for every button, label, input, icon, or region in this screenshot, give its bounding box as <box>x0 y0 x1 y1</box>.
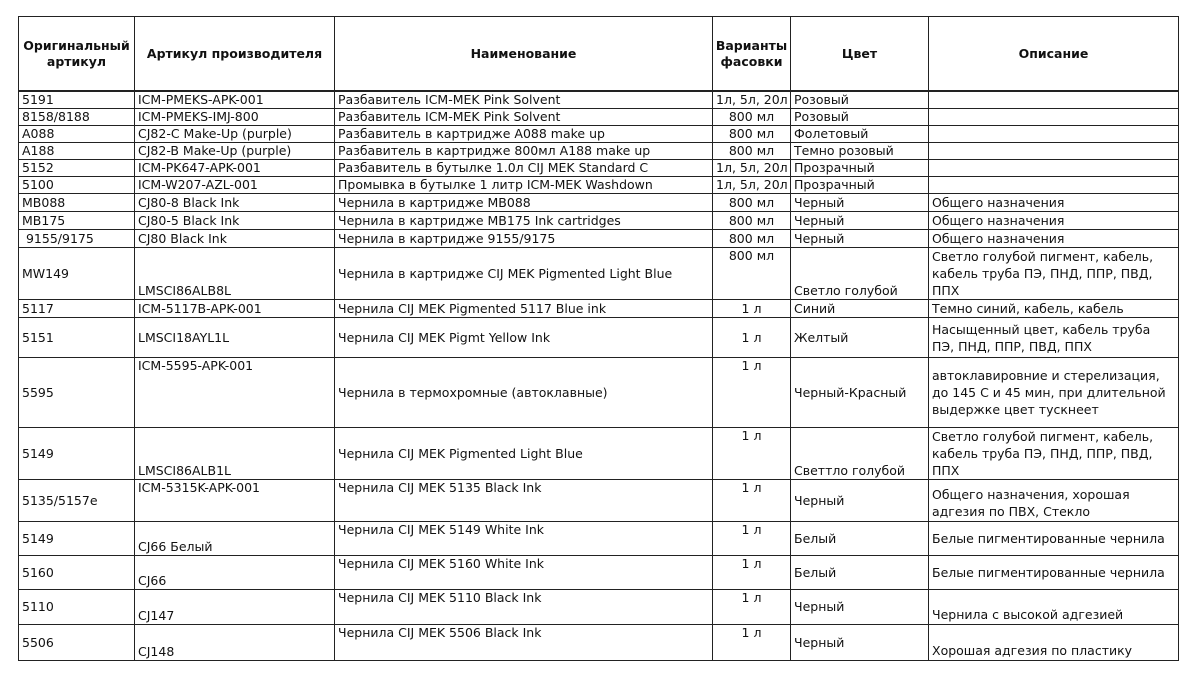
cell-original-article: 5506 <box>19 625 135 661</box>
cell-manufacturer-article: CJ80-5 Black Ink <box>135 212 335 230</box>
cell-packaging: 800 мл <box>713 109 791 126</box>
table-row <box>19 590 1179 625</box>
cell-manufacturer-article: CJ147 <box>135 590 335 625</box>
cell-original-article: A088 <box>19 126 135 143</box>
cell-description: Хорошая адгезия по пластику <box>929 625 1179 661</box>
cell-name: Чернила CIJ MEK 5110 Black Ink <box>335 590 713 625</box>
cell-name: Промывка в бутылке 1 литр ICM-MEK Washdown <box>335 177 713 194</box>
cell-packaging: 800 мл <box>713 230 791 248</box>
table-header <box>19 17 1179 92</box>
cell-packaging: 1 л <box>713 590 791 625</box>
cell-original-article: A188 <box>19 143 135 160</box>
table-row <box>19 318 1179 358</box>
cell-color: Прозрачный <box>791 177 929 194</box>
table-row <box>19 428 1179 480</box>
cell-packaging: 1л, 5л, 20л <box>713 160 791 177</box>
cell-color: Розовый <box>791 91 929 109</box>
cell-description: Насыщенный цвет, кабель труба ПЭ, ПНД, ППР, ПВД, ППХ <box>929 318 1179 358</box>
table-row <box>19 194 1179 212</box>
cell-name: Чернила CIJ MEK 5149 White Ink <box>335 522 713 556</box>
table-row <box>19 160 1179 177</box>
cell-packaging: 800 мл <box>713 212 791 230</box>
cell-name: Чернила CIJ MEK 5160 White Ink <box>335 556 713 590</box>
cell-packaging: 1 л <box>713 428 791 480</box>
cell-color: Синий <box>791 300 929 318</box>
cell-color: Черный <box>791 625 929 661</box>
header-row <box>19 17 1179 92</box>
cell-original-article: 8158/8188 <box>19 109 135 126</box>
cell-manufacturer-article: LMSCI86ALB1L <box>135 428 335 480</box>
cell-color: Черный <box>791 230 929 248</box>
cell-description: Общего назначения <box>929 230 1179 248</box>
cell-original-article: 5117 <box>19 300 135 318</box>
cell-color: Фолетовый <box>791 126 929 143</box>
cell-name: Чернила в картридже 9155/9175 <box>335 230 713 248</box>
table-row <box>19 212 1179 230</box>
cell-packaging: 1 л <box>713 300 791 318</box>
cell-name: Разбавитель в картридже A088 make up <box>335 126 713 143</box>
cell-color: Прозрачный <box>791 160 929 177</box>
cell-color: Черный <box>791 480 929 522</box>
cell-manufacturer-article: LMSCI86ALB8L <box>135 248 335 300</box>
cell-name: Разбавитель в картридже 800мл A188 make up <box>335 143 713 160</box>
cell-manufacturer-article: CJ82-B Make-Up (purple) <box>135 143 335 160</box>
cell-name: Чернила в картридже CIJ MEK Pigmented Light Blue <box>335 248 713 300</box>
table-row <box>19 556 1179 590</box>
cell-manufacturer-article: ICM-5117B-APK-001 <box>135 300 335 318</box>
cell-manufacturer-article: CJ80-8 Black Ink <box>135 194 335 212</box>
table-row <box>19 143 1179 160</box>
cell-manufacturer-article: CJ80 Black Ink <box>135 230 335 248</box>
cell-packaging: 800 мл <box>713 194 791 212</box>
cell-name: Разбавитель ICM-MEK Pink Solvent <box>335 91 713 109</box>
cell-packaging: 1 л <box>713 358 791 428</box>
cell-color: Светло голубой <box>791 248 929 300</box>
product-table <box>18 16 1179 661</box>
cell-manufacturer-article: ICM-PK647-APK-001 <box>135 160 335 177</box>
cell-packaging: 1л, 5л, 20л <box>713 177 791 194</box>
cell-name: Чернила CIJ MEK 5506 Black Ink <box>335 625 713 661</box>
cell-original-article: MW149 <box>19 248 135 300</box>
cell-name: Разбавитель ICM-MEK Pink Solvent <box>335 109 713 126</box>
cell-original-article: 5149 <box>19 522 135 556</box>
cell-packaging: 800 мл <box>713 143 791 160</box>
cell-packaging: 1 л <box>713 480 791 522</box>
cell-original-article: 5595 <box>19 358 135 428</box>
cell-original-article: 5135/5157e <box>19 480 135 522</box>
cell-color: Белый <box>791 556 929 590</box>
cell-color: Черный <box>791 590 929 625</box>
table-row <box>19 109 1179 126</box>
cell-name: Чернила CIJ MEK Pigmented Light Blue <box>335 428 713 480</box>
cell-description <box>929 91 1179 109</box>
cell-original-article: MB088 <box>19 194 135 212</box>
cell-manufacturer-article: LMSCI18AYL1L <box>135 318 335 358</box>
cell-name: Чернила в картридже MB175 Ink cartridges <box>335 212 713 230</box>
header-packaging: Варианты фасовки <box>713 17 791 92</box>
cell-original-article: 5160 <box>19 556 135 590</box>
cell-manufacturer-article: ICM-W207-AZL-001 <box>135 177 335 194</box>
cell-name: Чернила CIJ MEK Pigmt Yellow Ink <box>335 318 713 358</box>
cell-manufacturer-article: CJ148 <box>135 625 335 661</box>
table-row <box>19 248 1179 300</box>
cell-original-article: 5100 <box>19 177 135 194</box>
cell-manufacturer-article: CJ66 <box>135 556 335 590</box>
cell-packaging: 1 л <box>713 625 791 661</box>
cell-name: Чернила в картридже MB088 <box>335 194 713 212</box>
cell-description: Чернила с высокой адгезией <box>929 590 1179 625</box>
table-row <box>19 126 1179 143</box>
cell-packaging: 1 л <box>713 556 791 590</box>
cell-original-article: 5151 <box>19 318 135 358</box>
cell-name: Чернила CIJ MEK Pigmented 5117 Blue ink <box>335 300 713 318</box>
cell-color: Черный-Красный <box>791 358 929 428</box>
table-row <box>19 480 1179 522</box>
cell-original-article: 5110 <box>19 590 135 625</box>
cell-description <box>929 143 1179 160</box>
header-name: Наименование <box>335 17 713 92</box>
table-row <box>19 522 1179 556</box>
cell-manufacturer-article: CJ82-C Make-Up (purple) <box>135 126 335 143</box>
cell-packaging: 800 мл <box>713 248 791 300</box>
cell-color: Светтло голубой <box>791 428 929 480</box>
cell-manufacturer-article: ICM-5315K-APK-001 <box>135 480 335 522</box>
cell-manufacturer-article: CJ66 Белый <box>135 522 335 556</box>
cell-description: Светло голубой пигмент, кабель, кабель труба ПЭ, ПНД, ППР, ПВД, ППХ <box>929 428 1179 480</box>
table-row <box>19 230 1179 248</box>
cell-description <box>929 160 1179 177</box>
table-row <box>19 358 1179 428</box>
cell-description: Общего назначения <box>929 194 1179 212</box>
cell-description: автоклавировние и стерелизация, до 145 С и 45 мин, при длительной выдержке цвет тускнеет <box>929 358 1179 428</box>
cell-manufacturer-article: ICM-PMEKS-IMJ-800 <box>135 109 335 126</box>
cell-original-article: 9155/9175 <box>19 230 135 248</box>
cell-description: Темно синий, кабель, кабель <box>929 300 1179 318</box>
cell-name: Разбавитель в бутылке 1.0л CIJ MEK Standard C <box>335 160 713 177</box>
cell-color: Желтый <box>791 318 929 358</box>
cell-color: Белый <box>791 522 929 556</box>
header-color: Цвет <box>791 17 929 92</box>
header-original-article: Оригинальный артикул <box>19 17 135 92</box>
cell-description: Белые пигментированные чернила <box>929 522 1179 556</box>
cell-description <box>929 177 1179 194</box>
cell-packaging: 1 л <box>713 522 791 556</box>
cell-original-article: 5149 <box>19 428 135 480</box>
cell-original-article: 5191 <box>19 91 135 109</box>
cell-color: Черный <box>791 212 929 230</box>
cell-description: Общего назначения <box>929 212 1179 230</box>
cell-color: Черный <box>791 194 929 212</box>
cell-description: Белые пигментированные чернила <box>929 556 1179 590</box>
cell-original-article: 5152 <box>19 160 135 177</box>
cell-name: Чернила в термохромные (автоклавные) <box>335 358 713 428</box>
header-description: Описание <box>929 17 1179 92</box>
cell-description: Светло голубой пигмент, кабель, кабель труба ПЭ, ПНД, ППР, ПВД, ППХ <box>929 248 1179 300</box>
cell-manufacturer-article: ICM-5595-APK-001 <box>135 358 335 428</box>
cell-color: Темно розовый <box>791 143 929 160</box>
cell-manufacturer-article: ICM-PMEKS-APK-001 <box>135 91 335 109</box>
cell-description: Общего назначения, хорошая адгезия по ПВХ, Стекло <box>929 480 1179 522</box>
cell-original-article: MB175 <box>19 212 135 230</box>
table-row <box>19 91 1179 109</box>
cell-description <box>929 109 1179 126</box>
header-manufacturer-article: Артикул производителя <box>135 17 335 92</box>
cell-color: Розовый <box>791 109 929 126</box>
table-row <box>19 177 1179 194</box>
table-body <box>19 91 1179 661</box>
cell-description <box>929 126 1179 143</box>
cell-packaging: 800 мл <box>713 126 791 143</box>
cell-packaging: 1 л <box>713 318 791 358</box>
cell-packaging: 1л, 5л, 20л <box>713 91 791 109</box>
table-row <box>19 625 1179 661</box>
cell-name: Чернила CIJ MEK 5135 Black Ink <box>335 480 713 522</box>
table-row <box>19 300 1179 318</box>
